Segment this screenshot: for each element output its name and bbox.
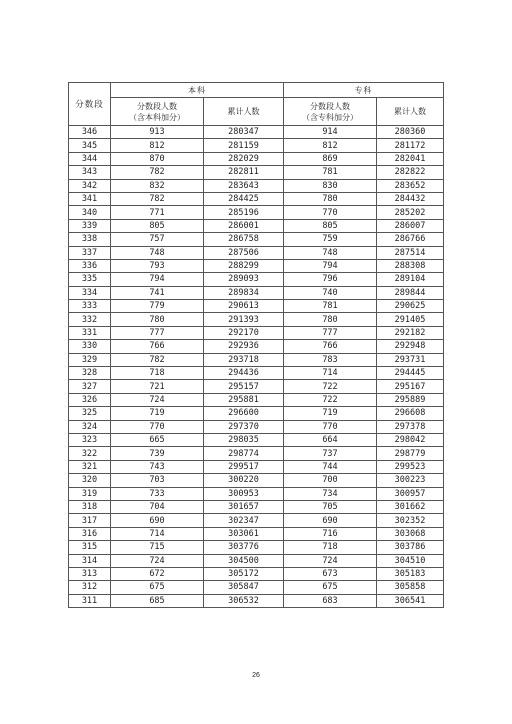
zhuanke-cumulative-cell: 293731 (377, 353, 444, 366)
table-row (69, 340, 444, 353)
zhuanke-cumulative-cell: 285202 (377, 206, 444, 219)
benke-count-cell: 665 (111, 433, 204, 446)
score-segment-cell: 335 (69, 273, 111, 286)
zhuanke-count-cell: 740 (284, 286, 377, 299)
zhuanke-count-cell: 716 (284, 527, 377, 540)
score-segment-cell: 341 (69, 192, 111, 205)
zhuanke-cumulative-cell: 292948 (377, 340, 444, 353)
benke-count-cell: 718 (111, 367, 204, 380)
zhuanke-count-cell: 812 (284, 139, 377, 152)
zhuanke-count-cell: 718 (284, 541, 377, 554)
zhuanke-count-cell: 805 (284, 219, 377, 232)
zhuanke-count-cell: 724 (284, 554, 377, 567)
benke-cumulative-cell: 285196 (204, 206, 284, 219)
zhuanke-count-cell: 700 (284, 474, 377, 487)
table-row (69, 233, 444, 246)
table-row (69, 192, 444, 205)
benke-cumulative-cell: 298035 (204, 433, 284, 446)
benke-cumulative-cell: 299517 (204, 460, 284, 473)
benke-cumulative-cell: 291393 (204, 313, 284, 326)
zhuanke-cumulative-header: 累计人数 (377, 98, 444, 126)
zhuanke-count-header (284, 98, 377, 126)
benke-count-cell: 794 (111, 273, 204, 286)
benke-count-cell: 685 (111, 594, 204, 607)
benke-cumulative-cell: 300220 (204, 474, 284, 487)
benke-count-header (111, 98, 204, 126)
benke-cumulative-cell: 287506 (204, 246, 284, 259)
benke-cumulative-cell: 281159 (204, 139, 284, 152)
zhuanke-count-cell: 781 (284, 166, 377, 179)
zhuanke-cumulative-cell: 284432 (377, 192, 444, 205)
zhuanke-cumulative-cell: 290625 (377, 300, 444, 313)
zhuanke-cumulative-cell: 283652 (377, 179, 444, 192)
benke-cumulative-cell: 292936 (204, 340, 284, 353)
score-segment-cell: 330 (69, 340, 111, 353)
benke-count-cell: 743 (111, 460, 204, 473)
table-row (69, 126, 444, 139)
score-segment-cell: 345 (69, 139, 111, 152)
benke-cumulative-cell: 284425 (204, 192, 284, 205)
benke-cumulative-cell: 286758 (204, 233, 284, 246)
zhuanke-cumulative-cell: 299523 (377, 460, 444, 473)
zhuanke-cumulative-cell: 302352 (377, 514, 444, 527)
benke-cumulative-cell: 292170 (204, 326, 284, 339)
zhuanke-count-cell: 770 (284, 420, 377, 433)
table-row (69, 420, 444, 433)
zhuanke-count-cell: 722 (284, 380, 377, 393)
table-body (69, 126, 444, 608)
table-row (69, 514, 444, 527)
zhuanke-cumulative-cell: 303068 (377, 527, 444, 540)
score-segment-cell: 322 (69, 447, 111, 460)
zhuanke-count-cell: 770 (284, 206, 377, 219)
zhuanke-group-header: 专科 (284, 83, 444, 98)
zhuanke-count-cell: 673 (284, 567, 377, 580)
zhuanke-count-header-line1: 分数段人数 (310, 101, 350, 111)
score-segment-cell: 343 (69, 166, 111, 179)
score-segment-cell: 317 (69, 514, 111, 527)
benke-count-cell: 724 (111, 393, 204, 406)
table-row (69, 460, 444, 473)
table-row (69, 179, 444, 192)
table-row (69, 474, 444, 487)
score-segment-cell: 323 (69, 433, 111, 446)
score-segment-cell: 332 (69, 313, 111, 326)
benke-count-cell: 870 (111, 152, 204, 165)
zhuanke-cumulative-cell: 304510 (377, 554, 444, 567)
benke-cumulative-cell: 298774 (204, 447, 284, 460)
zhuanke-count-cell: 734 (284, 487, 377, 500)
benke-cumulative-cell: 289093 (204, 273, 284, 286)
zhuanke-count-cell: 705 (284, 500, 377, 513)
score-segment-cell: 316 (69, 527, 111, 540)
zhuanke-cumulative-cell: 297378 (377, 420, 444, 433)
benke-cumulative-cell: 305172 (204, 567, 284, 580)
table-row (69, 407, 444, 420)
benke-cumulative-cell: 304500 (204, 554, 284, 567)
zhuanke-cumulative-cell: 305183 (377, 567, 444, 580)
table-row (69, 326, 444, 339)
benke-count-cell: 719 (111, 407, 204, 420)
score-segment-cell: 313 (69, 567, 111, 580)
zhuanke-cumulative-cell: 306541 (377, 594, 444, 607)
zhuanke-count-cell: 794 (284, 259, 377, 272)
table-row (69, 313, 444, 326)
benke-cumulative-cell: 305847 (204, 581, 284, 594)
zhuanke-cumulative-cell: 289104 (377, 273, 444, 286)
zhuanke-count-cell: 759 (284, 233, 377, 246)
zhuanke-count-header-line2: （含专科加分） (302, 112, 358, 122)
zhuanke-count-cell: 796 (284, 273, 377, 286)
score-segment-cell: 331 (69, 326, 111, 339)
benke-count-cell: 771 (111, 206, 204, 219)
benke-count-cell: 704 (111, 500, 204, 513)
benke-count-cell: 733 (111, 487, 204, 500)
zhuanke-cumulative-cell: 294445 (377, 367, 444, 380)
zhuanke-count-cell: 783 (284, 353, 377, 366)
table-row (69, 139, 444, 152)
table-row (69, 554, 444, 567)
zhuanke-cumulative-cell: 298042 (377, 433, 444, 446)
zhuanke-cumulative-cell: 286007 (377, 219, 444, 232)
benke-count-cell: 757 (111, 233, 204, 246)
benke-count-cell: 793 (111, 259, 204, 272)
benke-cumulative-cell: 286001 (204, 219, 284, 232)
benke-count-cell: 782 (111, 192, 204, 205)
benke-count-cell: 782 (111, 353, 204, 366)
benke-cumulative-cell: 295881 (204, 393, 284, 406)
score-segment-cell: 336 (69, 259, 111, 272)
table-row (69, 380, 444, 393)
score-segment-cell: 339 (69, 219, 111, 232)
benke-count-cell: 777 (111, 326, 204, 339)
score-distribution-table (68, 82, 444, 608)
score-segment-cell: 314 (69, 554, 111, 567)
zhuanke-count-cell: 719 (284, 407, 377, 420)
benke-cumulative-cell: 294436 (204, 367, 284, 380)
benke-count-cell: 832 (111, 179, 204, 192)
table-row (69, 393, 444, 406)
table-row (69, 567, 444, 580)
benke-count-cell: 690 (111, 514, 204, 527)
table-row (69, 300, 444, 313)
zhuanke-count-cell: 722 (284, 393, 377, 406)
zhuanke-count-cell: 664 (284, 433, 377, 446)
benke-cumulative-cell: 293718 (204, 353, 284, 366)
score-segment-cell: 337 (69, 246, 111, 259)
table-row (69, 206, 444, 219)
score-segment-cell: 327 (69, 380, 111, 393)
zhuanke-count-cell: 744 (284, 460, 377, 473)
zhuanke-cumulative-cell: 282822 (377, 166, 444, 179)
score-segment-cell: 319 (69, 487, 111, 500)
score-segment-cell: 342 (69, 179, 111, 192)
zhuanke-cumulative-cell: 280360 (377, 126, 444, 139)
benke-cumulative-cell: 282811 (204, 166, 284, 179)
benke-count-cell: 703 (111, 474, 204, 487)
zhuanke-count-cell: 690 (284, 514, 377, 527)
zhuanke-cumulative-cell: 286766 (377, 233, 444, 246)
zhuanke-cumulative-cell: 295167 (377, 380, 444, 393)
score-segment-cell: 334 (69, 286, 111, 299)
score-segment-cell: 325 (69, 407, 111, 420)
benke-group-header: 本科 (111, 83, 284, 98)
table-row (69, 273, 444, 286)
zhuanke-count-cell: 914 (284, 126, 377, 139)
table-row (69, 259, 444, 272)
zhuanke-count-cell: 830 (284, 179, 377, 192)
benke-cumulative-cell: 297370 (204, 420, 284, 433)
benke-count-cell: 748 (111, 246, 204, 259)
score-segment-cell: 333 (69, 300, 111, 313)
zhuanke-cumulative-cell: 287514 (377, 246, 444, 259)
score-segment-cell: 324 (69, 420, 111, 433)
zhuanke-cumulative-cell: 291405 (377, 313, 444, 326)
benke-count-cell: 782 (111, 166, 204, 179)
benke-count-cell: 675 (111, 581, 204, 594)
benke-cumulative-cell: 306532 (204, 594, 284, 607)
score-segment-cell: 344 (69, 152, 111, 165)
benke-count-cell: 805 (111, 219, 204, 232)
zhuanke-count-cell: 777 (284, 326, 377, 339)
benke-cumulative-header: 累计人数 (204, 98, 284, 126)
score-segment-cell: 312 (69, 581, 111, 594)
benke-count-cell: 779 (111, 300, 204, 313)
table-row (69, 447, 444, 460)
benke-count-cell: 714 (111, 527, 204, 540)
table-row (69, 433, 444, 446)
zhuanke-count-cell: 675 (284, 581, 377, 594)
benke-cumulative-cell: 296600 (204, 407, 284, 420)
benke-count-cell: 724 (111, 554, 204, 567)
benke-count-cell: 672 (111, 567, 204, 580)
benke-cumulative-cell: 283643 (204, 179, 284, 192)
benke-count-cell: 770 (111, 420, 204, 433)
table-row (69, 286, 444, 299)
benke-count-cell: 812 (111, 139, 204, 152)
benke-count-cell: 766 (111, 340, 204, 353)
score-segment-cell: 328 (69, 367, 111, 380)
benke-count-header-line2: （含本科加分） (129, 112, 185, 122)
score-segment-cell: 346 (69, 126, 111, 139)
score-segment-header: 分数段 (69, 83, 111, 126)
benke-cumulative-cell: 280347 (204, 126, 284, 139)
benke-count-cell: 715 (111, 541, 204, 554)
table-row (69, 500, 444, 513)
zhuanke-count-cell: 683 (284, 594, 377, 607)
score-segment-cell: 318 (69, 500, 111, 513)
table-row (69, 166, 444, 179)
table-row (69, 353, 444, 366)
zhuanke-cumulative-cell: 292182 (377, 326, 444, 339)
benke-cumulative-cell: 289834 (204, 286, 284, 299)
zhuanke-cumulative-cell: 303786 (377, 541, 444, 554)
benke-cumulative-cell: 303776 (204, 541, 284, 554)
table-row (69, 541, 444, 554)
benke-cumulative-cell: 302347 (204, 514, 284, 527)
zhuanke-count-cell: 781 (284, 300, 377, 313)
benke-count-cell: 741 (111, 286, 204, 299)
score-segment-cell: 329 (69, 353, 111, 366)
zhuanke-count-cell: 869 (284, 152, 377, 165)
benke-cumulative-cell: 288299 (204, 259, 284, 272)
zhuanke-count-cell: 737 (284, 447, 377, 460)
benke-cumulative-cell: 303061 (204, 527, 284, 540)
benke-cumulative-cell: 300953 (204, 487, 284, 500)
table-row (69, 367, 444, 380)
table-row (69, 581, 444, 594)
benke-count-cell: 739 (111, 447, 204, 460)
table-row (69, 219, 444, 232)
benke-count-cell: 780 (111, 313, 204, 326)
table-row (69, 246, 444, 259)
table-row (69, 527, 444, 540)
zhuanke-cumulative-cell: 281172 (377, 139, 444, 152)
score-segment-cell: 338 (69, 233, 111, 246)
zhuanke-cumulative-cell: 288308 (377, 259, 444, 272)
score-segment-cell: 321 (69, 460, 111, 473)
zhuanke-count-cell: 766 (284, 340, 377, 353)
benke-count-cell: 721 (111, 380, 204, 393)
benke-cumulative-cell: 282029 (204, 152, 284, 165)
zhuanke-cumulative-cell: 282041 (377, 152, 444, 165)
benke-cumulative-cell: 301657 (204, 500, 284, 513)
score-segment-cell: 315 (69, 541, 111, 554)
zhuanke-cumulative-cell: 296608 (377, 407, 444, 420)
zhuanke-count-cell: 714 (284, 367, 377, 380)
benke-cumulative-cell: 290613 (204, 300, 284, 313)
zhuanke-count-cell: 780 (284, 313, 377, 326)
score-segment-cell: 340 (69, 206, 111, 219)
score-segment-cell: 326 (69, 393, 111, 406)
zhuanke-cumulative-cell: 289844 (377, 286, 444, 299)
score-segment-cell: 311 (69, 594, 111, 607)
benke-count-header-line1: 分数段人数 (137, 101, 177, 111)
zhuanke-cumulative-cell: 295889 (377, 393, 444, 406)
zhuanke-cumulative-cell: 305858 (377, 581, 444, 594)
score-segment-cell: 320 (69, 474, 111, 487)
zhuanke-cumulative-cell: 301662 (377, 500, 444, 513)
page-number: 26 (252, 672, 260, 679)
zhuanke-count-cell: 780 (284, 192, 377, 205)
zhuanke-cumulative-cell: 300957 (377, 487, 444, 500)
table-row (69, 594, 444, 607)
zhuanke-count-cell: 748 (284, 246, 377, 259)
zhuanke-cumulative-cell: 298779 (377, 447, 444, 460)
table-row (69, 487, 444, 500)
benke-cumulative-cell: 295157 (204, 380, 284, 393)
benke-count-cell: 913 (111, 126, 204, 139)
table-row (69, 152, 444, 165)
zhuanke-cumulative-cell: 300223 (377, 474, 444, 487)
